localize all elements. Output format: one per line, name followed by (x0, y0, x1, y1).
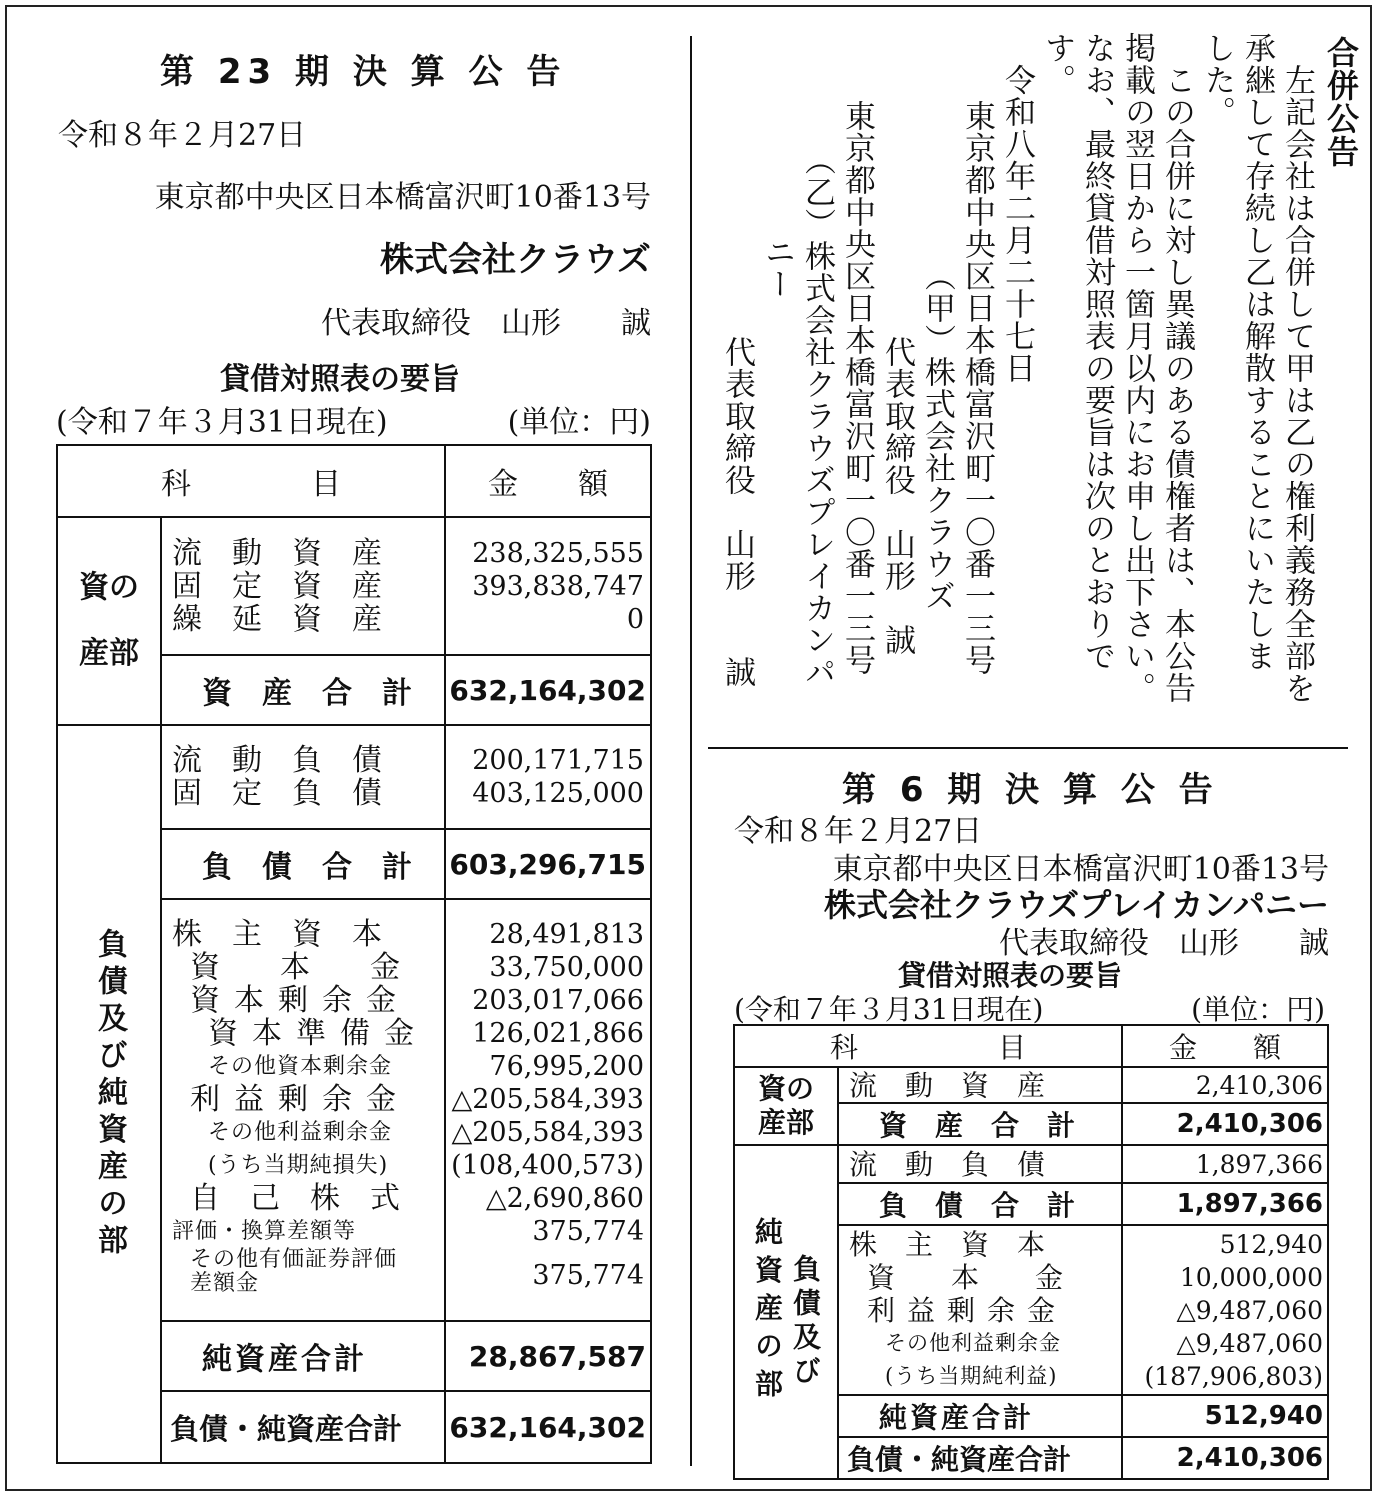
right-liab-names (838, 1145, 1122, 1183)
left-equity-names (161, 899, 445, 1321)
left-liab-total-value: 603,296,715 (445, 829, 651, 899)
item-value: 403,125,000 (472, 778, 644, 809)
right-liab-label-a: 負債及び (789, 1254, 822, 1390)
item-label: 利益剰余金 (867, 1294, 1068, 1327)
item-value: △9,487,060 (1176, 1296, 1324, 1325)
item-label: 流 動 資 産 (172, 535, 382, 571)
item-label: 流 動 負 債 (172, 743, 382, 778)
right-equity-names (838, 1225, 1122, 1395)
item-label: 株 主 資 本 (172, 917, 382, 952)
left-representative: 代表取締役 山形 誠 (321, 306, 651, 341)
merger-line-5: 掲載の翌日から一箇月以内にお申し出下さい。 (1119, 32, 1155, 704)
left-grand-total-label: 負債・純資産合計 (161, 1391, 445, 1463)
right-address: 東京都中央区日本橋富沢町10番13号 (832, 852, 1329, 887)
item-label: (うち当期純損失) (208, 1153, 389, 1178)
right-liab-values (1122, 1145, 1328, 1183)
right-liab-label-b: 純資産の部 (751, 1217, 784, 1407)
left-grand-total-value: 632,164,302 (445, 1391, 651, 1463)
right-subtitle: 貸借対照表の要旨 (898, 959, 1123, 992)
item-value: 200,171,715 (472, 745, 644, 776)
right-assets-label: 資の 産部 (734, 1067, 838, 1145)
merger-company-1: （甲）株式会社クラウズ (919, 260, 955, 612)
left-assets-total-value: 632,164,302 (445, 655, 651, 725)
item-value: 0 (626, 603, 644, 635)
right-as-of: (令和７年３月31日現在) (734, 993, 1044, 1026)
item-value: 393,838,747 (472, 570, 644, 602)
item-label: 株 主 資 本 (849, 1228, 1046, 1261)
left-assets-names (161, 517, 445, 655)
item-label: 資本準備金 (208, 1016, 428, 1051)
item-value: 238,325,555 (472, 537, 644, 569)
left-company: 株式会社クラウズ (380, 240, 651, 280)
left-equity-values (445, 899, 651, 1321)
right-col-amount: 金 額 (1122, 1025, 1328, 1067)
right-equity-values (1122, 1225, 1328, 1395)
item-label: その他有価証券評価 差額金 (190, 1247, 398, 1296)
item-value: 375,774 (532, 1216, 644, 1247)
right-date: 令和８年２月27日 (734, 814, 983, 849)
item-label: 評価・換算差額等 (172, 1219, 357, 1244)
item-value: (108,400,573) (451, 1150, 644, 1181)
left-liab-names (161, 725, 445, 829)
item-value: 33,750,000 (489, 952, 644, 983)
merger-address-1: 東京都中央区日本橋富沢町一〇番一三号 (959, 100, 995, 676)
left-col-item: 科 目 (57, 445, 445, 517)
merger-company-2b: ニー (759, 236, 795, 300)
left-assets-values (445, 517, 651, 655)
item-label: 流 動 資 産 (849, 1068, 1046, 1102)
item-label: 固 定 負 債 (172, 776, 382, 811)
left-title: 第 23 期 決 算 公 告 (160, 52, 567, 92)
left-date: 令和８年２月27日 (58, 118, 307, 153)
item-label: 固 定 資 産 (172, 568, 382, 604)
merger-line-4: この合併に対し異議のある債権者は、本公告 (1159, 64, 1195, 704)
left-assets-total-label: 資 産 合 計 (161, 655, 445, 725)
item-label: 資 本 金 (190, 950, 400, 985)
merger-line-2: 承継して存続し乙は解散することにいたしま (1239, 32, 1275, 672)
left-liab-values (445, 725, 651, 829)
column-divider (690, 36, 692, 1466)
item-label: 自 己 株 式 (190, 1181, 400, 1216)
right-company: 株式会社クラウズプレイカンパニー (824, 886, 1329, 924)
merger-line-7: す。 (1039, 32, 1075, 96)
merger-date: 令和八年二月二十七日 (999, 64, 1035, 384)
left-liab-total-label: 負 債 合 計 (161, 829, 445, 899)
item-label: (うち当期純利益) (885, 1364, 1058, 1388)
right-assets-values (1122, 1067, 1328, 1103)
item-label: 資 本 金 (867, 1261, 1064, 1294)
item-value: 2,410,306 (1195, 1070, 1324, 1100)
left-subtitle: 貸借対照表の要旨 (220, 362, 460, 397)
item-value: △205,584,393 (451, 1117, 644, 1148)
right-col-item: 科 目 (734, 1025, 1122, 1067)
item-value: 10,000,000 (1179, 1263, 1324, 1292)
right-assets-total-label: 資 産 合 計 (838, 1103, 1122, 1145)
item-value: △205,584,393 (451, 1084, 644, 1115)
item-value: 126,021,866 (472, 1018, 644, 1049)
left-liab-label: 負債及び純資産の部 (92, 927, 127, 1261)
merger-rep-2: 代表取締役 山形 誠 (719, 336, 755, 688)
item-value: 375,774 (532, 1260, 644, 1291)
item-value: 28,491,813 (489, 919, 644, 950)
left-balance-sheet (56, 444, 652, 1464)
merger-company-2a: （乙）株式会社クラウズプレイカンパ (799, 144, 835, 688)
right-grand-total-label: 負債・純資産合計 (838, 1437, 1122, 1479)
item-label: 繰 延 資 産 (172, 601, 382, 637)
item-value: 203,017,066 (472, 985, 644, 1016)
merger-line-3: した。 (1199, 32, 1235, 128)
item-value: 76,995,200 (489, 1051, 644, 1082)
left-equity-total-label: 純資産合計 (161, 1321, 445, 1391)
merger-line-6: なお、最終貸借対照表の要旨は次のとおりで (1079, 32, 1115, 672)
merger-line-1: 左記会社は合併して甲は乙の権利義務全部を (1279, 64, 1315, 704)
item-value: 512,940 (1219, 1230, 1324, 1259)
right-grand-total-value: 2,410,306 (1122, 1437, 1328, 1479)
item-value: △2,690,860 (485, 1183, 644, 1214)
right-unit: (単位：円) (1191, 993, 1325, 1026)
right-balance-sheet (733, 1024, 1329, 1480)
left-address: 東京都中央区日本橋富沢町10番13号 (154, 180, 651, 215)
right-liab-total-label: 負 債 合 計 (838, 1183, 1122, 1225)
item-label: 利益剰余金 (190, 1082, 410, 1117)
item-label: その他資本剰余金 (208, 1054, 393, 1079)
item-value: 1,897,366 (1195, 1149, 1324, 1179)
item-label: その他利益剰余金 (885, 1331, 1061, 1355)
left-as-of: (令和７年３月31日現在) (56, 405, 388, 440)
right-assets-names (838, 1067, 1122, 1103)
left-equity-total-value: 28,867,587 (445, 1321, 651, 1391)
merger-address-2: 東京都中央区日本橋富沢町一〇番一三号 (839, 100, 875, 676)
right-representative: 代表取締役 山形 誠 (999, 926, 1329, 961)
item-label: 資本剰余金 (190, 983, 410, 1018)
right-assets-total-value: 2,410,306 (1122, 1103, 1328, 1145)
merger-rep-1: 代表取締役 山形 誠 (879, 336, 915, 656)
merger-title: 合併公告 (1322, 36, 1360, 168)
section-divider (708, 747, 1348, 749)
item-label: 流 動 負 債 (849, 1147, 1046, 1181)
left-col-amount: 金 額 (445, 445, 651, 517)
right-equity-total-label: 純資産合計 (838, 1395, 1122, 1437)
right-equity-total-value: 512,940 (1122, 1395, 1328, 1437)
left-assets-label: 資の 産部 (57, 517, 161, 725)
right-liab-total-value: 1,897,366 (1122, 1183, 1328, 1225)
item-value: (187,906,803) (1144, 1362, 1324, 1391)
item-label: その他利益剰余金 (208, 1120, 393, 1145)
right-title: 第 6 期 決 算 公 告 (842, 770, 1219, 810)
item-value: △9,487,060 (1176, 1329, 1324, 1358)
left-unit: (単位：円) (507, 405, 651, 440)
merger-notice (704, 30, 1360, 730)
